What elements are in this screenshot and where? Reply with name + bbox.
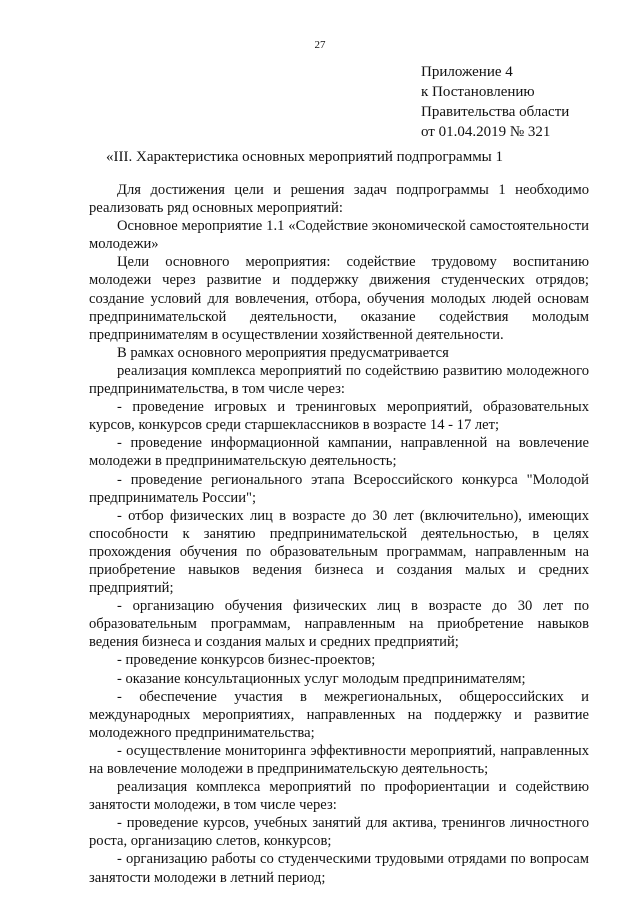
paragraph: - организацию обучения физических лиц в возрасте до 30 лет по образовательным программам, направленным на приобретение навыков ведения бизнеса и создания малых и средних предприятий; xyxy=(89,598,589,651)
paragraph: реализация комплекса мероприятий по содействию развитию молодежного предпринимательства, в том числе через: xyxy=(89,362,589,398)
paragraph: В рамках основного мероприятия предусматривается xyxy=(117,344,449,361)
paragraph: - проведение игровых и тренинговых мероприятий, образовательных курсов, конкурсов среди старшеклассников в возрасте 14 - 17 лет; xyxy=(89,399,589,434)
page-number: 27 xyxy=(314,39,326,51)
section-heading: «III. Характеристика основных мероприятий подпрограммы 1 xyxy=(106,149,504,165)
appendix-line: к Постановлению xyxy=(421,84,535,100)
body-text xyxy=(89,181,589,887)
paragraph: Для достижения цели и решения задач подпрограммы 1 необходимо реализовать ряд основных мероприятий: xyxy=(89,182,589,217)
paragraph: - оказание консультационных услуг молодым предпринимателям; xyxy=(117,670,526,687)
paragraph: - проведение курсов, учебных занятий для актива, тренингов личностного роста, организацию слетов, конкурсов; xyxy=(89,815,589,850)
paragraph: - проведение конкурсов бизнес-проектов; xyxy=(117,652,376,669)
paragraph: - организацию работы со студенческими трудовыми отрядами по вопросам занятости молодежи в летний период; xyxy=(89,851,589,886)
appendix-reference xyxy=(421,62,569,142)
appendix-line: Приложение 4 xyxy=(421,64,513,80)
paragraph: - проведение информационной кампании, направленной на вовлечение молодежи в предпринимательскую деятельность; xyxy=(89,435,589,470)
paragraph: - проведение регионального этапа Всероссийского конкурса "Молодой предприниматель России"; xyxy=(89,471,589,506)
paragraph: Основное мероприятие 1.1 «Содействие экономической самостоятельности молодежи» xyxy=(89,218,589,253)
appendix-line: от 01.04.2019 № 321 xyxy=(421,124,551,140)
paragraph: - отбор физических лиц в возрасте до 30 лет (включительно), имеющих способности к занятию предпринимательской деятельностью, в целях прохождения обучения по образовательным программам, направленным на приобретение навыков ведения бизнеса и создания малых и средних предприятий; xyxy=(89,507,589,597)
appendix-line: Правительства области xyxy=(421,104,570,120)
paragraph: - обеспечение участия в межрегиональных, общероссийских и международных мероприятиях, направленных на поддержку и развитие молодежного предпринимательства; xyxy=(89,688,589,741)
paragraph: - осуществление мониторинга эффективности мероприятий, направленных на вовлечение молодежи в предпринимательскую деятельность; xyxy=(89,742,589,777)
paragraph: Цели основного мероприятия: содействие трудовому воспитанию молодежи через развитие и поддержку движения студенческих отрядов; создание условий для вовлечения, отбора, обучения молодых людей основам предпринимательской деятельности, оказание содействия молодым предпринимателям в осуществлении хозяйственной деятельности. xyxy=(89,254,589,343)
paragraph: реализация комплекса мероприятий по профориентации и содействию занятости молодежи, в том числе через: xyxy=(89,779,589,814)
